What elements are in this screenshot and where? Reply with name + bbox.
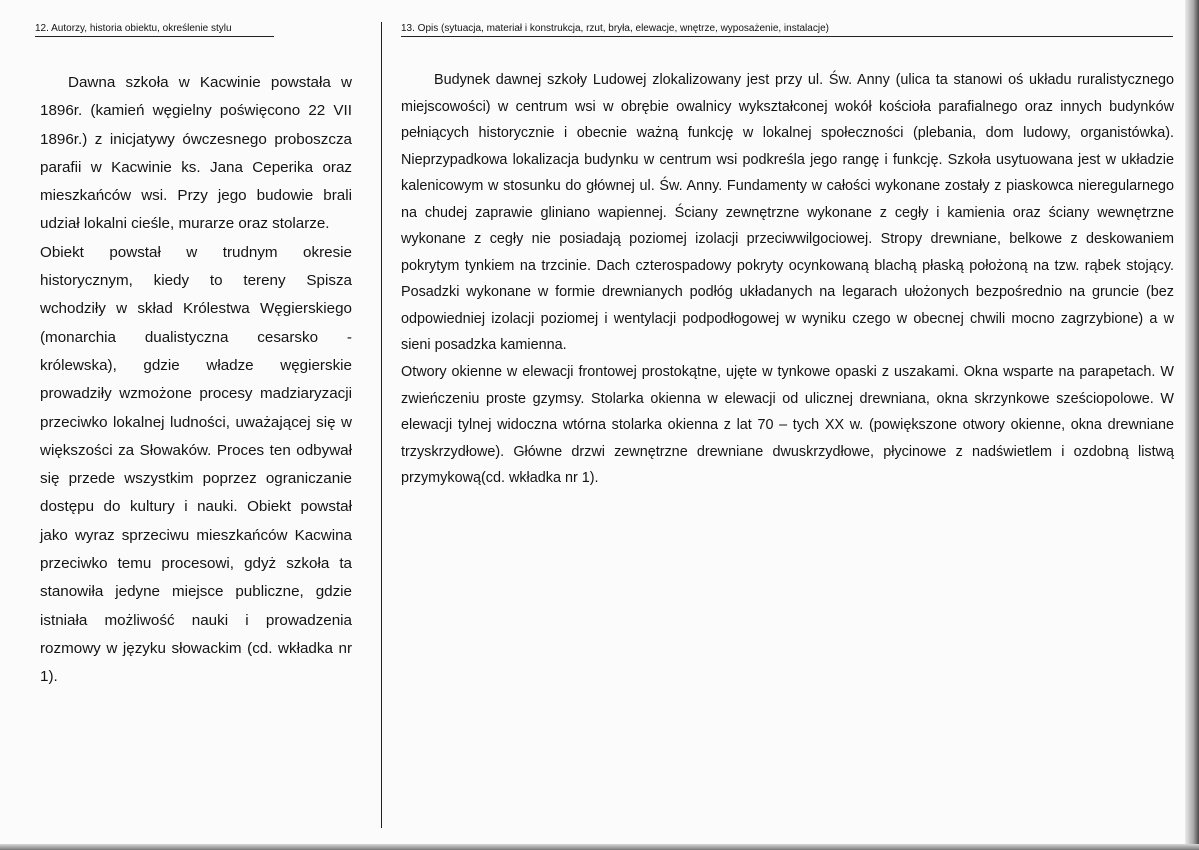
description-column bbox=[401, 67, 1174, 492]
description-paragraph-2: Otwory okienne w elewacji frontowej prostokątne, ujęte w tynkowe opaski z uszakami. Okna wsparte na parapetach. W zwieńczeniu proste gzymsy. Stolarka okienna w elewacji od ulicznej drewniana, okna skrzynkowe sześciopolowe. W elewacji tylnej widoczna wtórna stolarka okienna z lat 70 – tych XX w. (powiększone otwory okienne, okna drewniane trzyskrzydłowe). Główne drzwi zewnętrzne drewniane dwuskrzydłowe, płycinowe z nadświetlem i ozdobną listwą przymykową(cd. wkładka nr 1). bbox=[401, 364, 1174, 487]
section-12-header: 12. Autorzy, historia obiektu, określenie stylu bbox=[35, 22, 274, 37]
column-divider bbox=[381, 22, 382, 828]
scan-edge-bottom bbox=[0, 844, 1199, 850]
description-paragraph-1: Budynek dawnej szkoły Ludowej zlokalizowany jest przy ul. Św. Anny (ulica ta stanowi oś układu ruralistycznego miejscowości) w centrum wsi w obrębie owalnicy wykształconej wokół kościoła parafialnego oraz innych budynków pełniących historycznie i obecnie ważną funkcję w lokalnej społeczności (plebania, dom ludowy, organistówka). Nieprzypadkowa lokalizacja budynku w centrum wsi podkreśla jego rangę i funkcję. Szkoła usytuowana jest w układzie kalenicowym w stosunku do głównej ul. Św. Anny. Fundamenty w całości wykonane zostały z piaskowca nieregularnego na chudej zaprawie gliniano wapiennej. Ściany zewnętrzne wykonane z cegły i kamienia oraz ściany wewnętrzne wykonane z cegły nie posiadają poziomej izolacji przeciwwilgociowej. Stropy drewniane, belkowe z deskowaniem pokrytym tynkiem na trzcinie. Dach czterospadowy pokryty ocynkowaną blachą płaską położoną na tzw. rąbek stojący. Posadzki wykonane w formie drewnianych podłóg układanych na legarach ułożonych bezpośrednio na gruncie (bez odpowiedniej izolacji poziomej i wentylacji podpodłogowej w wyniku czego w obecnej chwili mocno zagrzybione) a w sieni posadzka kamienna. bbox=[401, 72, 1174, 354]
scan-edge-right bbox=[1185, 0, 1199, 850]
history-paragraph-2: Obiekt powstał w trudnym okresie historycznym, kiedy to tereny Spisza wchodziły w skład Królestwa Węgierskiego (monarchia dualistyczna cesarsko - królewska), gdzie władze węgierskie prowadziły wzmożone procesy madziaryzacji przeciwko lokalnej ludności, uważającej się w większości za Słowaków. Proces ten odbywał się przede wszystkim poprzez ograniczanie dostępu do kultury i nauki. Obiekt powstał jako wyraz sprzeciwu mieszkańców Kacwina przeciwko temu procesowi, gdyż szkoła ta stanowiła jedyne miejsce publiczne, gdzie istniała możliwość nauki i prowadzenia rozmowy w języku słowackim (cd. wkładka nr 1). bbox=[40, 243, 352, 686]
section-13-header: 13. Opis (sytuacja, materiał i konstrukcja, rzut, bryła, elewacje, wnętrze, wyposażenie, instalacje) bbox=[401, 22, 1173, 37]
history-paragraph-1: Dawna szkoła w Kacwinie powstała w 1896r. (kamień węgielny poświęcono 22 VII 1896r.) z inicjatywy ówczesnego proboszcza parafii w Kacwinie ks. Jana Ceperika oraz mieszkańców wsi. Przy jego budowie brali udział lokalni cieśle, murarze oraz stolarze. bbox=[40, 74, 352, 233]
history-column bbox=[40, 69, 352, 692]
